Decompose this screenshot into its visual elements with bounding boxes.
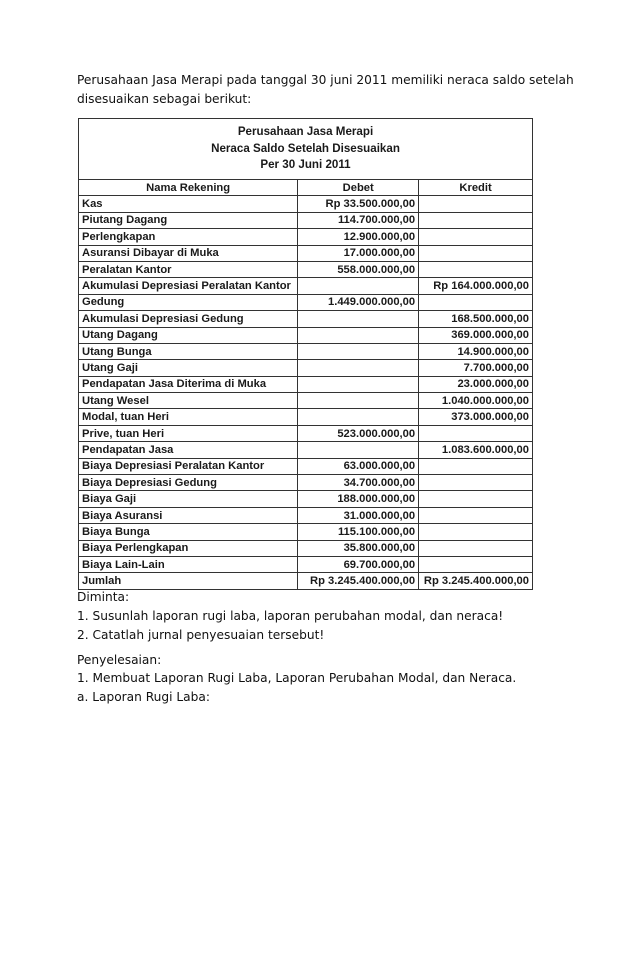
account-cell: Biaya Gaji: [79, 491, 298, 507]
table-title-row: [79, 119, 533, 180]
table-row: [79, 442, 533, 458]
debit-cell: Rp 33.500.000,00: [298, 196, 419, 212]
table-row: [79, 507, 533, 523]
credit-cell: [419, 540, 533, 556]
debit-cell: [298, 360, 419, 376]
debit-cell: 34.700.000,00: [298, 475, 419, 491]
credit-cell: 373.000.000,00: [419, 409, 533, 425]
table-row: [79, 475, 533, 491]
header-account: Nama Rekening: [79, 180, 298, 196]
credit-cell: 1.083.600.000,00: [419, 442, 533, 458]
account-cell: Gedung: [79, 294, 298, 310]
credit-cell: [419, 556, 533, 572]
debit-cell: [298, 343, 419, 359]
credit-cell: Rp 3.245.400.000,00: [419, 573, 533, 589]
credit-cell: [419, 196, 533, 212]
debit-cell: 31.000.000,00: [298, 507, 419, 523]
credit-cell: [419, 524, 533, 540]
account-cell: Biaya Perlengkapan: [79, 540, 298, 556]
table-row: [79, 327, 533, 343]
debit-cell: 63.000.000,00: [298, 458, 419, 474]
credit-cell: 168.500.000,00: [419, 311, 533, 327]
credit-cell: [419, 212, 533, 228]
company-name: Perusahaan Jasa Merapi: [237, 125, 374, 139]
account-cell: Akumulasi Depresiasi Peralatan Kantor: [79, 278, 298, 294]
debit-cell: [298, 376, 419, 392]
table-row: [79, 245, 533, 261]
debit-cell: 12.900.000,00: [298, 229, 419, 245]
table-row: [79, 278, 533, 294]
credit-cell: 7.700.000,00: [419, 360, 533, 376]
debit-cell: 188.000.000,00: [298, 491, 419, 507]
penyelesaian-item-1: 1. Membuat Laporan Rugi Laba, Laporan Perubahan Modal, dan Neraca.: [77, 671, 517, 685]
table-row: [79, 458, 533, 474]
table-body: [79, 196, 533, 589]
debit-cell: [298, 311, 419, 327]
table-row: [79, 294, 533, 310]
table-row: [79, 229, 533, 245]
credit-cell: 23.000.000,00: [419, 376, 533, 392]
header-credit: Kredit: [419, 180, 533, 196]
account-cell: Perlengkapan: [79, 229, 298, 245]
debit-cell: [298, 327, 419, 343]
credit-cell: Rp 164.000.000,00: [419, 278, 533, 294]
account-cell: Pendapatan Jasa Diterima di Muka: [79, 376, 298, 392]
account-cell: Biaya Depresiasi Gedung: [79, 475, 298, 491]
table-row: [79, 343, 533, 359]
header-debit: Debet: [298, 180, 419, 196]
table-row: [79, 409, 533, 425]
table-row: [79, 311, 533, 327]
account-cell: Utang Gaji: [79, 360, 298, 376]
report-date: Per 30 Juni 2011: [260, 158, 351, 172]
credit-cell: [419, 425, 533, 441]
account-cell: Kas: [79, 196, 298, 212]
table-row: [79, 524, 533, 540]
account-cell: Akumulasi Depresiasi Gedung: [79, 311, 298, 327]
debit-cell: 69.700.000,00: [298, 556, 419, 572]
credit-cell: [419, 294, 533, 310]
debit-cell: 558.000.000,00: [298, 261, 419, 277]
account-cell: Jumlah: [79, 573, 298, 589]
account-cell: Biaya Depresiasi Peralatan Kantor: [79, 458, 298, 474]
debit-cell: 35.800.000,00: [298, 540, 419, 556]
account-cell: Utang Bunga: [79, 343, 298, 359]
account-cell: Peralatan Kantor: [79, 261, 298, 277]
credit-cell: [419, 475, 533, 491]
account-cell: Piutang Dagang: [79, 212, 298, 228]
intro-line-2: disesuaikan sebagai berikut:: [77, 92, 252, 106]
table-row: [79, 261, 533, 277]
account-cell: Biaya Asuransi: [79, 507, 298, 523]
credit-cell: [419, 229, 533, 245]
credit-cell: 1.040.000.000,00: [419, 393, 533, 409]
table-row: [79, 425, 533, 441]
penyelesaian-item-2: a. Laporan Rugi Laba:: [77, 690, 210, 704]
table-row: [79, 573, 533, 589]
table-row: [79, 212, 533, 228]
credit-cell: 14.900.000,00: [419, 343, 533, 359]
trial-balance-table: [78, 118, 533, 590]
account-cell: Utang Wesel: [79, 393, 298, 409]
debit-cell: 17.000.000,00: [298, 245, 419, 261]
penyelesaian-label: Penyelesaian:: [77, 653, 162, 667]
debit-cell: [298, 442, 419, 458]
credit-cell: [419, 458, 533, 474]
account-cell: Utang Dagang: [79, 327, 298, 343]
table-title: [79, 119, 533, 180]
account-cell: Biaya Lain-Lain: [79, 556, 298, 572]
account-cell: Asuransi Dibayar di Muka: [79, 245, 298, 261]
credit-cell: [419, 507, 533, 523]
report-name: Neraca Saldo Setelah Disesuaikan: [211, 141, 400, 155]
table-row: [79, 491, 533, 507]
account-cell: Modal, tuan Heri: [79, 409, 298, 425]
table-header-row: [79, 180, 533, 196]
table-row: [79, 376, 533, 392]
debit-cell: [298, 409, 419, 425]
credit-cell: [419, 491, 533, 507]
account-cell: Prive, tuan Heri: [79, 425, 298, 441]
debit-cell: 114.700.000,00: [298, 212, 419, 228]
table-row: [79, 540, 533, 556]
debit-cell: 115.100.000,00: [298, 524, 419, 540]
diminta-item-2: 2. Catatlah jurnal penyesuaian tersebut!: [77, 628, 325, 642]
diminta-label: Diminta:: [77, 590, 130, 604]
account-cell: Biaya Bunga: [79, 524, 298, 540]
intro-line-1: Perusahaan Jasa Merapi pada tanggal 30 juni 2011 memiliki neraca saldo setelah: [77, 73, 574, 87]
debit-cell: 1.449.000.000,00: [298, 294, 419, 310]
table-row: [79, 196, 533, 212]
table-row: [79, 360, 533, 376]
debit-cell: [298, 393, 419, 409]
table-row: [79, 556, 533, 572]
diminta-item-1: 1. Susunlah laporan rugi laba, laporan perubahan modal, dan neraca!: [77, 609, 504, 623]
table-row: [79, 393, 533, 409]
credit-cell: 369.000.000,00: [419, 327, 533, 343]
debit-cell: 523.000.000,00: [298, 425, 419, 441]
debit-cell: [298, 278, 419, 294]
credit-cell: [419, 261, 533, 277]
credit-cell: [419, 245, 533, 261]
debit-cell: Rp 3.245.400.000,00: [298, 573, 419, 589]
account-cell: Pendapatan Jasa: [79, 442, 298, 458]
